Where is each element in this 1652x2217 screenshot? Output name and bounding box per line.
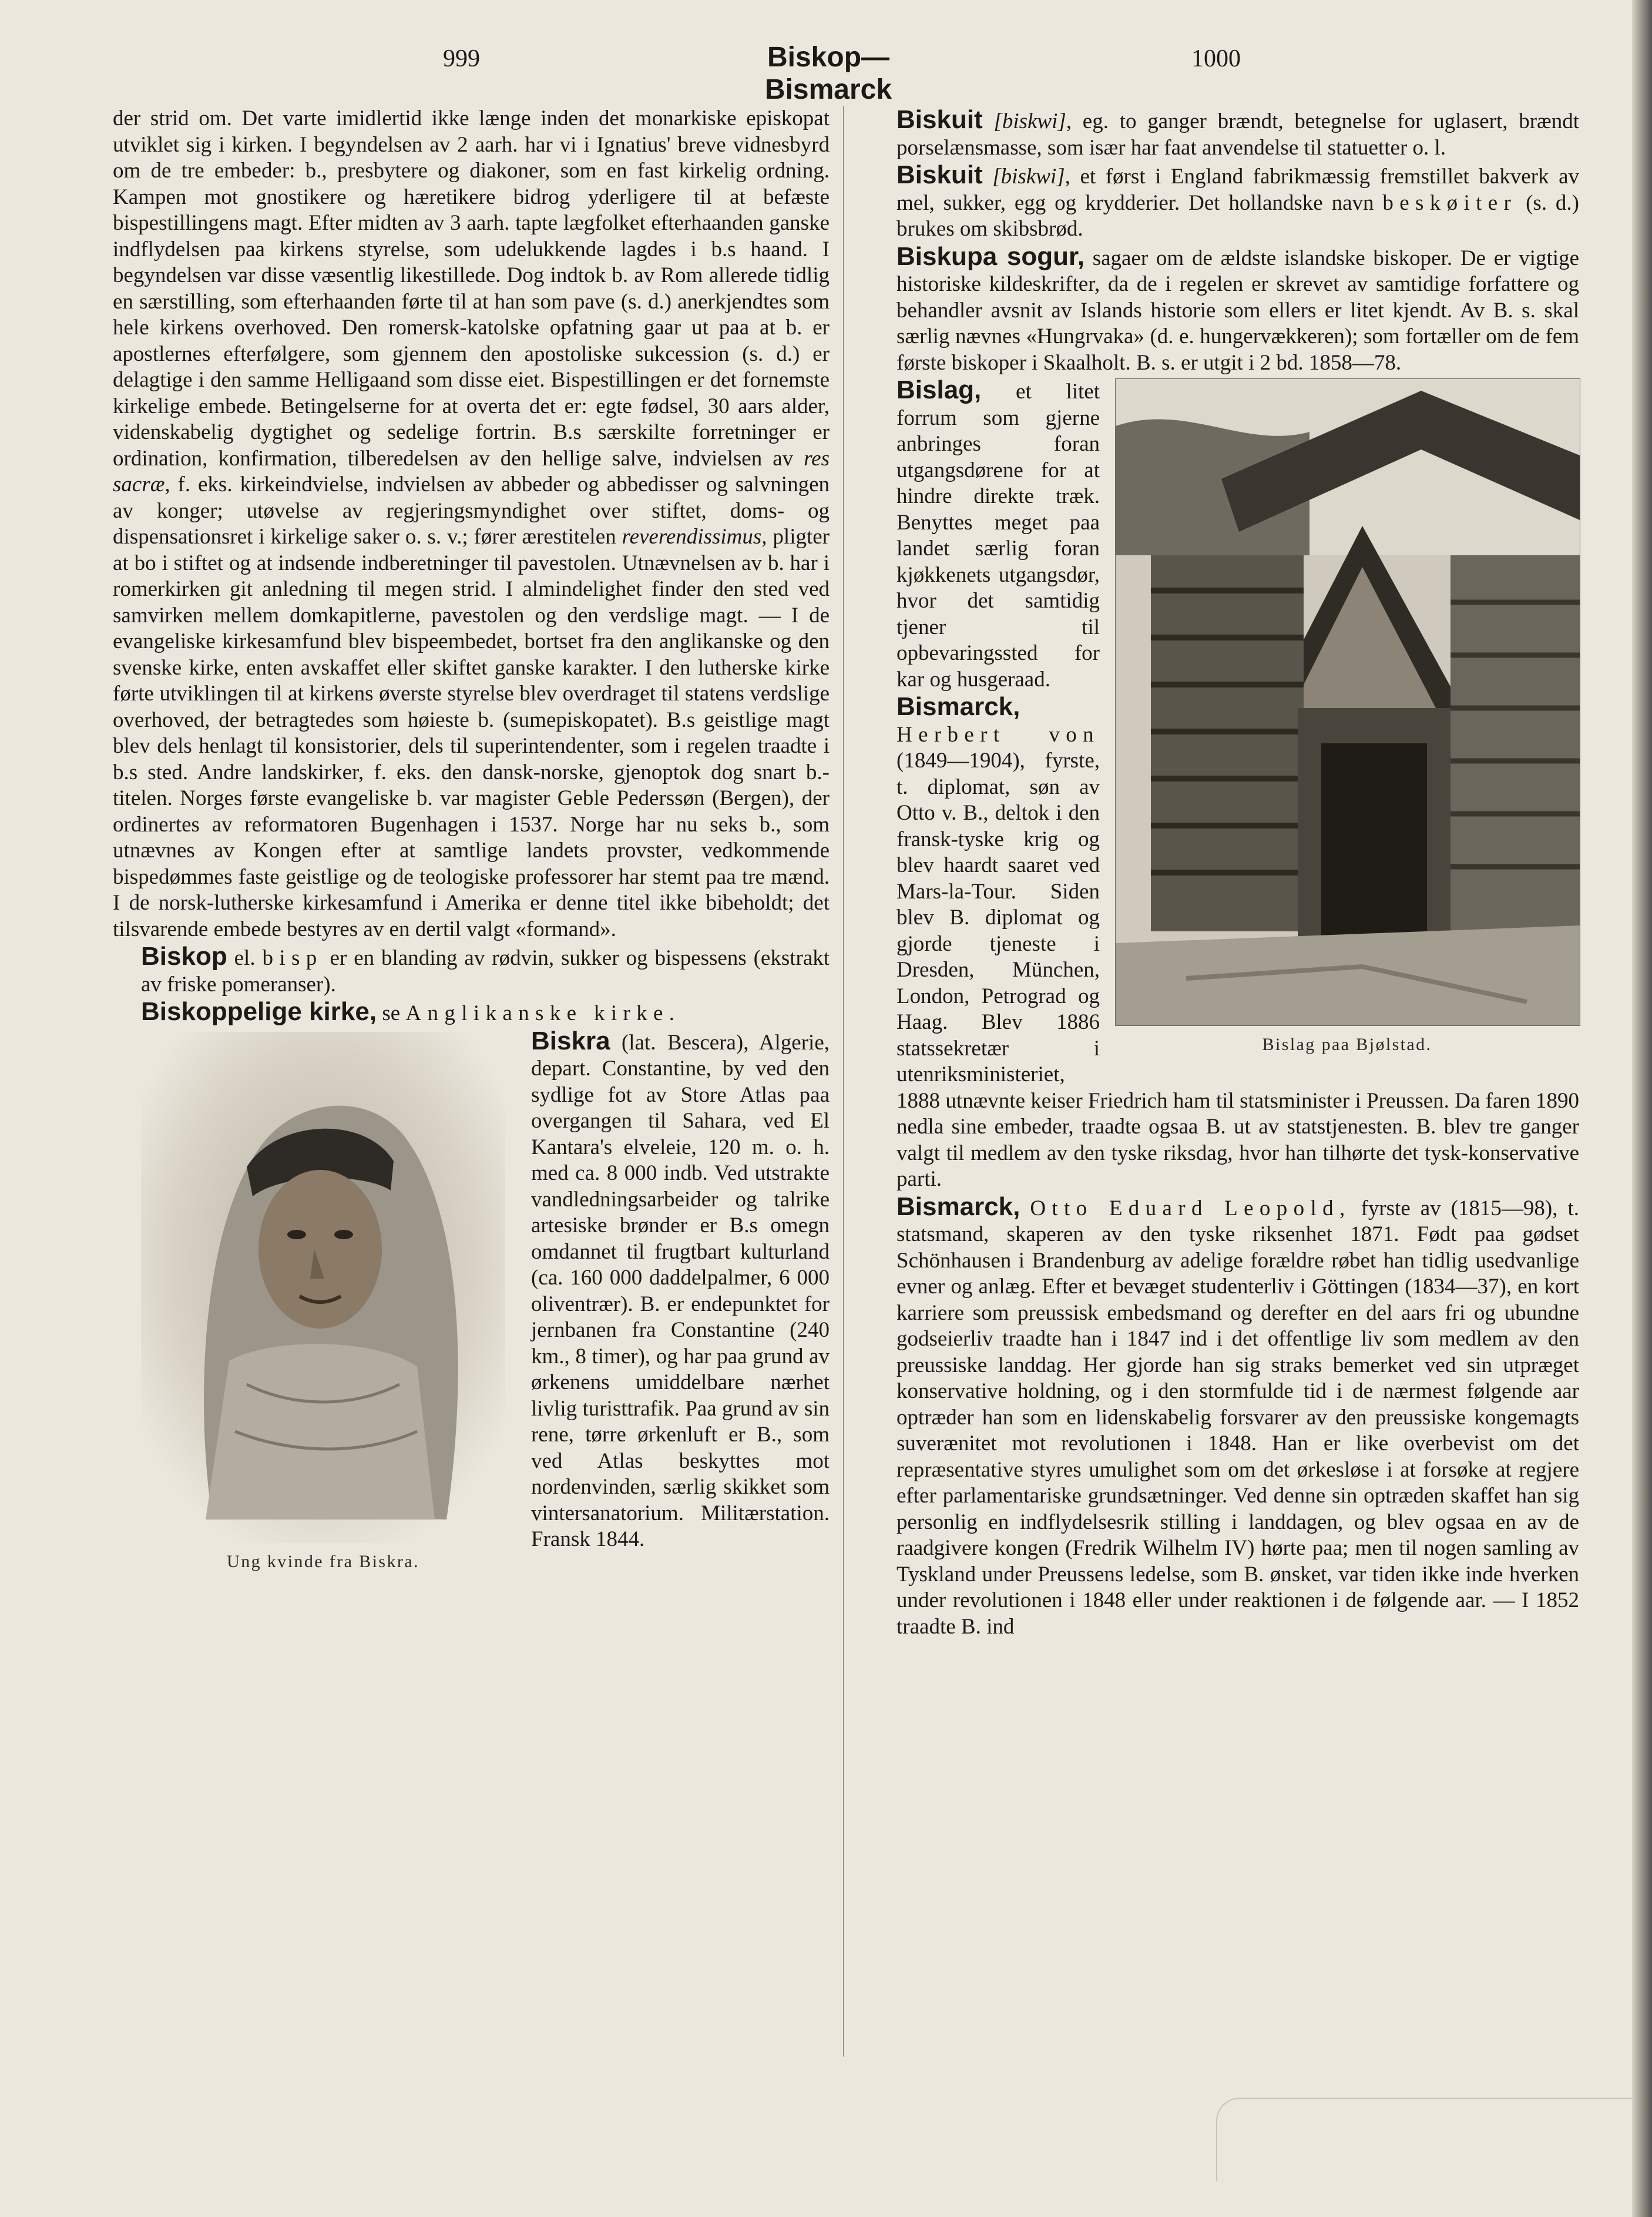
- headword: Biskoppelige kirke,: [141, 997, 377, 1026]
- figure-bislag: [1115, 378, 1579, 1071]
- entry-biskupa-sogur: Biskupa sogur, sagaer om de ældste islandske biskoper. De er vigtige historiske kildeskrifter, da de i regelen er skrevet av samtidige forfattere og behandler avsnit av Islands historie som ellers er litet kjendt. Av B. s. skal særlig nævnes «Hungrvaka» (d. e. hungervækkeren); som fortæller om de fem første biskoper i Skaalholt. B. s. er utgit i 2 bd. 1858—78.: [896, 242, 1579, 375]
- headword: Biskupa sogur,: [896, 242, 1084, 271]
- column-left: [113, 106, 830, 1581]
- page-number-right: 1000: [1191, 45, 1241, 72]
- photo-bislag-building: [1115, 378, 1580, 1026]
- running-title: Biskop—Bismarck: [764, 42, 892, 105]
- column-divider: [843, 106, 844, 2057]
- photo-woman-biskra: [141, 1032, 505, 1543]
- headword: Biskra: [531, 1026, 610, 1055]
- headword: Bismarck,: [896, 692, 1020, 721]
- entry-biskra: Ung kvinde fra Biskra. Biskra (lat. Bescera), Algerie, depart. Constantine, by ved den sydlige fot av Store Atlas paa overgangen til Sahara, ved El Kantara's elveleie, 120 m. o. h. med ca. 8 000 indb. Ved utstrakte vandledningsarbeider og talrike artesiske brønder er B.s omegn omdannet til frugtbart kulturland (ca. 160 000 daddelpalmer, 6 000 oliventrær). B. er endepunktet for jernbanen fra Constantine (240 km., 8 timer), og har paa grund av ørkenens umiddelbare nærhet livlig turisttrafik. Paa grund av sin rene, tørre ørkenluft er B., som ved Atlas beskyttes mot nordenvinden, særlig skikket som vintersanatorium. Militærstation. Fransk 1844.: [113, 1028, 830, 1553]
- figure-caption: Bislag paa Bjølstad.: [1262, 1035, 1432, 1054]
- page-number-left: 999: [443, 45, 480, 72]
- entry-bismarck-otto: Bismarck, Otto Eduard Leopold, fyrste av (1815—98), t. statsmand, skaperen av den tyske riksenhet 1871. Født paa gødset Schönhausen i Brandenburg av adelige forældre røbet han tidlig usedvanlige evner og anlæg. Efter et bevæget studenterliv i Göttingen (1834—37), en kort karriere som preussisk embedsmand og derefter en del aars fri og ubundne godseierliv traadte han i 1847 ind i det offentlige liv som medlem av den preussiske landdag. Her gjorde han sig straks bemerket ved sin utpræget konservative holdning, og i den stormfulde tid i de nærmest følgende aar optræder han som en lidenskabelig forsvarer av den preussiske kongemagts suverænitet mot revolutionen i 1848. Han er like overbevist om det repræsentative styres umulighet som om det ørkesløse i at forsøke at regjere efter parlamentariske grundsætninger. Ved denne sin optræden skaffet han sig personlig en indflydelsesrik stilling i landdagen, og blev ogsaa en av de raadgivere kongen (Fredrik Wilhelm IV) hørte paa; men til nogen samling av Tyskland under Preussens ledelse, som B. ønsket, var tiden ikke inde hverken under revolutionen i 1848 eller under reaktionen i de følgende aar. — I 1852 traadte B. ind: [896, 1192, 1579, 1639]
- headword: Biskop: [141, 942, 227, 971]
- page-corner-curl: [1216, 2098, 1640, 2181]
- article-biskop-continued: der strid om. Det varte imidlertid ikke længe inden det monarkiske episkopat utviklet sig i kirken. I begyndelsen av 2 aarh. har vi i Ignatius' breve vidnesbyrd om de tre embeder: b., presbytere og diakoner, som en fast kirkelig ordning. Kampen mot gnostikere og hæretikere bidrog yderligere til at befæste bispestillingens magt. Efter midten av 3 aarh. tapte lægfolket efterhaanden ganske indflydelsen paa kirkens styrelse, som udelukkende lagdes i b.s haand. I begyndelsen var disse væsentlig likestillede. Dog indtok b. av Rom allerede tidlig en særstilling, som efterhaanden førte til at han som pave (s. d.) anerkjendtes som hele kirkens overhoved. Den romersk-katolske opfatning gaar ut paa at b. er apostlernes efterfølgere, som gjennem den apostoliske sukcession (s. d.) er delagtige i den samme Helligaand som disse eiet. Bispestillingen er det fornemste kirkelige embede. Betingelserne for at overta det er: egte fødsel, 30 aars alder, videnskabelig dygtighet og sedelige fortrin. B.s særskilte forretninger er ordination, konfirmation, tilberedelsen av den hellige salve, indvielsen av res sacræ, f. eks. kirkeindvielse, indvielsen av abbeder og abbedisser og salvningen av konger; utøvelse av regjeringsmyndighet over stiftet, doms- og dispensationsret i kirkelige saker o. s. v.; fører ærestitelen reverendissimus, pligter at bo i stiftet og at indsende indberetninger til pavestolen. Utnævnelsen av b. har i romerkirken git anledning til megen strid. I almindelighet finder den sted ved samvirken mellem domkapitlerne, pavestolen og den verdslige magt. — I de evangeliske kirkesamfund blev bispeembedet, bortset fra den anglikanske og den svenske kirke, enten avskaffet eller skiftet ganske karakter. I den lutherske kirke førte utviklingen til at kirkens øverste styrelse blev overdraget til statens verdslige overhoved, der betragtedes som høieste b. (sumepiskopatet). B.s geistlige magt blev dels henlagt til konsistorier, dels til superintendenter, som i regelen traadte i b.s sted. Andre landskirker, f. eks. den dansk-norske, gjenoptok dog snart b.-titelen. Norges første evangeliske b. var magister Geble Pederssøn (Bergen), der ordinertes av reformatoren Bugenhagen i 1537. Norge har nu seks b., som utnævnes av Kongen efter at samtlige landets provster, vedkommende bispedømmes faste geistlige og de teologiske professorer har stemt paa tre mænd. I de norsk-lutherske kirkesamfund i Amerika er denne titel ikke bibeholdt; det tilsvarende embede bestyres av en dertil valgt «formand».: [113, 106, 830, 941]
- entry-bismarck-herbert: Bismarck, Herbert von (1849—1904), fyrste, t. diplomat, søn av Otto v. B., deltok i den fransk-tyske krig og blev haardt saaret ved Mars-la-Tour. Siden blev B. diplomat og gjorde tjeneste i Dresden, München, London, Petrograd og Haag. Blev 1886 statssekretær i utenriksministeriet, 1888 utnævnte keiser Friedrich ham til statsminister i Preussen. Da faren 1890 nedla sine embeder, traadte ogsaa B. ut av statstjenesten. B. blev tre ganger valgt til medlem av den tyske riksdag, hvor han tilhørte det tysk-konservative parti.: [896, 692, 1579, 1191]
- entry-bislag: Bislag paa Bjølstad. Bislag, et litet forrum som gjerne anbringes foran utgangsdørene for at hindre direkte træk. Benyttes meget paa landet særlig foran kjøkkenets utgangsdør, hvor det samtidig tjener til opbevaringssted for kar og husgeraad.: [868, 377, 1579, 693]
- headword: Biskuit: [896, 160, 983, 189]
- book-edge: [1632, 0, 1652, 2217]
- entry-biskuit-1: Biskuit [biskwi], eg. to ganger brændt, betegnelse for uglasert, brændt porselænsmasse, som især har faat anvendelse til statuetter o. l.: [896, 105, 1580, 160]
- entry-biskop: Biskop el. bisp er en blanding av rødvin, sukker og bispessens (ekstrakt av friske pomeranser).: [141, 942, 830, 997]
- headword: Bislag,: [896, 375, 982, 404]
- headword: Bismarck,: [896, 1192, 1020, 1221]
- figure-caption: Ung kvinde fra Biskra.: [227, 1551, 419, 1571]
- column-right: [868, 106, 1579, 1640]
- entry-biskuit-2: Biskuit [biskwi], et først i England fabrikmæssig fremstillet bakverk av mel, sukker, egg og krydderier. Det hollandske navn beskøiter (s. d.) brukes om skibsbrød.: [896, 160, 1580, 241]
- figure-biskra: [141, 1032, 505, 1581]
- headword: Biskuit: [896, 105, 983, 134]
- entry-biskoppelige-kirke: Biskoppelige kirke, se Anglikanske kirke.: [141, 997, 681, 1026]
- page-header: [0, 41, 1652, 105]
